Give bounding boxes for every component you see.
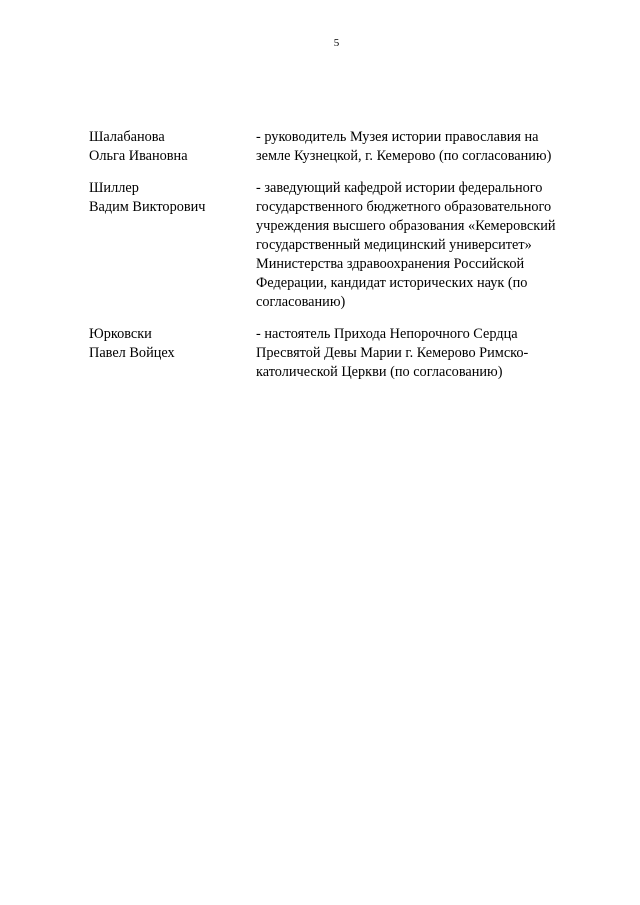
description-line: - заведующий кафедрой истории федерального <box>256 180 543 196</box>
description-line: учреждения высшего образования «Кемеровский <box>256 218 556 234</box>
description-line: - руководитель Музея истории православия на <box>256 129 539 145</box>
member-row <box>89 128 589 166</box>
member-surname: Юрковски <box>89 326 152 342</box>
description-line: земле Кузнецкой, г. Кемерово (по согласованию) <box>256 148 552 164</box>
member-given-names: Ольга Ивановна <box>89 148 188 164</box>
description-line: государственный медицинский университет» <box>256 237 532 253</box>
member-row <box>89 325 589 382</box>
member-given-names: Павел Войцех <box>89 345 175 361</box>
description-line: Пресвятой Девы Марии г. Кемерово Римско- <box>256 345 529 361</box>
member-row <box>89 179 589 312</box>
description-line: согласованию) <box>256 294 346 310</box>
member-given-names: Вадим Викторович <box>89 199 206 215</box>
member-name <box>89 179 256 312</box>
member-description <box>256 179 590 312</box>
description-line: Федерации, кандидат исторических наук (по <box>256 275 528 291</box>
members-list <box>89 128 589 395</box>
member-name <box>89 128 256 166</box>
member-name <box>89 325 256 382</box>
description-line: Министерства здравоохранения Российской <box>256 256 525 272</box>
description-line: - настоятель Прихода Непорочного Сердца <box>256 326 518 342</box>
page-number: 5 <box>333 37 340 49</box>
member-surname: Шиллер <box>89 180 139 196</box>
member-surname: Шалабанова <box>89 129 165 145</box>
description-line: католической Церкви (по согласованию) <box>256 364 503 380</box>
member-description <box>256 128 590 166</box>
member-description <box>256 325 590 382</box>
description-line: государственного бюджетного образовательного <box>256 199 552 215</box>
